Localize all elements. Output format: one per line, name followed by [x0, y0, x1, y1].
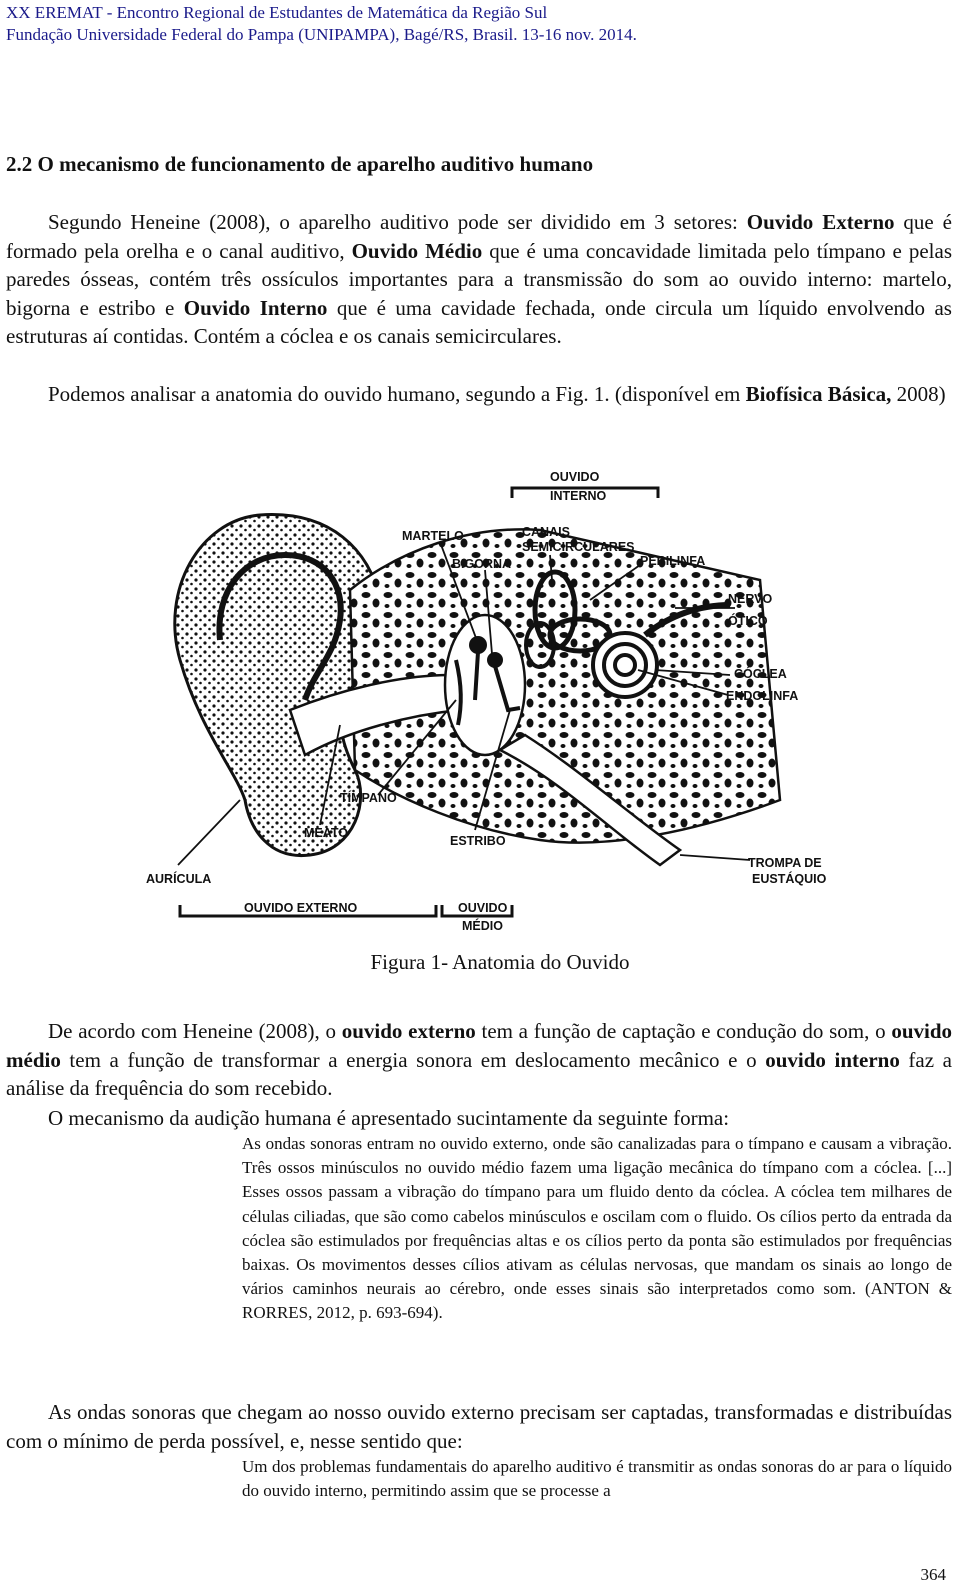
- term-inner-ear: Ouvido Interno: [183, 295, 328, 320]
- paragraph-ear-sectors: [6, 208, 952, 351]
- label-estribo: ESTRIBO: [450, 834, 506, 848]
- label-bigorna: BIGORNA: [452, 557, 512, 571]
- label-endolinfa: ENDOLINFA: [726, 689, 799, 703]
- page-number: 364: [920, 1565, 946, 1584]
- label-semicirculares: SEMICIRCULARES: [522, 540, 635, 554]
- label-nervo: NERVO: [728, 592, 773, 606]
- label-eustaquio: EUSTÁQUIO: [752, 872, 827, 886]
- text-run: tem a função de transformar a energia sonora em deslocamento mecânico e o: [60, 1047, 766, 1072]
- label-ouvido-interno: INTERNO: [550, 489, 607, 503]
- label-medio: MÉDIO: [462, 919, 503, 933]
- ear-anatomy-figure: [140, 470, 860, 945]
- paragraph-ear-functions: [6, 1017, 952, 1103]
- paragraph-mechanism-intro: O mecanismo da audição humana é apresentado sucintamente da seguinte forma:: [48, 1106, 730, 1130]
- text-run: faz a análise da frequência do som recebido.: [6, 1047, 953, 1101]
- text-run: 2008): [891, 382, 946, 406]
- middle-ear-cavity: [445, 615, 525, 755]
- label-ouvido-interno: OUVIDO: [550, 470, 600, 484]
- label-martelo: MARTELO: [402, 529, 464, 543]
- text-run: De acordo com Heneine (2008), o: [48, 1019, 342, 1043]
- term-outer-ear: ouvido externo: [341, 1019, 476, 1043]
- term-outer-ear: Ouvido Externo: [746, 210, 895, 234]
- term-inner-ear: ouvido interno: [765, 1047, 900, 1072]
- section-heading: 2.2 O mecanismo de funcionamento de aparelho auditivo humano: [6, 152, 594, 176]
- label-perilinfa: PERILINFA: [640, 554, 706, 568]
- label-canais: CANAIS: [522, 525, 570, 539]
- paragraph-figure-reference: [6, 380, 952, 409]
- text-run: tem a função de captação e condução do som, o: [475, 1019, 892, 1043]
- text-run: que é uma cavidade fechada, onde circula um líquido envolvendo as estruturas aí contidas. Contém a cóclea e os canais semicirculares.: [6, 295, 952, 349]
- block-quote-fundamental-problem: Um dos problemas fundamentais do aparelho auditivo é transmitir as ondas sonoras do ar para o líquido do ouvido interno, permitindo assim que se processe a: [242, 1457, 952, 1501]
- text-run: Segundo Heneine (2008), o aparelho auditivo pode ser dividido em 3 setores:: [48, 210, 747, 234]
- term-middle-ear: Ouvido Médio: [351, 238, 483, 263]
- label-auricula: AURÍCULA: [146, 872, 212, 886]
- header-line-1: XX EREMAT - Encontro Regional de Estudantes de Matemática da Região Sul: [6, 3, 548, 22]
- label-ouvido-externo: OUVIDO EXTERNO: [244, 901, 358, 915]
- label-otico: ÓTICO: [728, 614, 768, 628]
- label-timpano: TÍMPANO: [340, 791, 397, 805]
- term-middle-ear: ouvido médio: [6, 1019, 953, 1072]
- cochlea: [593, 633, 657, 697]
- label-coclea: CÓCLEA: [734, 667, 787, 681]
- text-run: que é formado pela orelha e o canal auditivo,: [6, 210, 952, 263]
- header-line-2: Fundação Universidade Federal do Pampa (UNIPAMPA), Bagé/RS, Brasil. 13-16 nov. 2014.: [6, 25, 637, 44]
- text-run: Podemos analisar a anatomia do ouvido humano, segundo a Fig. 1. (disponível em: [48, 382, 746, 406]
- label-meato: MEATO: [304, 826, 348, 840]
- figure-caption: Figura 1- Anatomia do Ouvido: [370, 950, 630, 974]
- label-trompa: TROMPA DE: [748, 856, 822, 870]
- paragraph-sound-waves: As ondas sonoras que chegam ao nosso ouvido externo precisam ser captadas, transformadas e distribuídas com o mínimo de perda possível, e, nesse sentido que:: [6, 1400, 952, 1453]
- conference-header: [6, 2, 637, 46]
- text-run: que é uma concavidade limitada pelo tímpano e pelas paredes ósseas, contém três ossículos importantes para a transmissão do som ao ouvido interno: martelo, bigorna e estribo e: [6, 238, 952, 320]
- label-ouvido-medio: OUVIDO: [458, 901, 508, 915]
- block-quote-anton-rorres: As ondas sonoras entram no ouvido externo, onde são canalizadas para o tímpano e causam a vibração. Três ossos minúsculos no ouvido médio fazem uma ligação mecânica do tímpano com a cóclea. [...] Esses ossos passam a vibração do tímpano para um fluido dento da cóclea. A cóclea tem milhares de células ciliadas, que são como cabelos minúsculos e oscilam com o fluido. Os cílios perto da entrada da cóclea são estimulados por frequências altas e os cílios perto da ponta são estimulados por frequências baixas. Os movimentos desses cílios ativam as células nervosas, que mandam os sinais ao longo de vários caminhos neurais ao cérebro, onde esses sinais são interpretados como som. (ANTON & RORRES, 2012, p. 693-694).: [242, 1134, 952, 1323]
- ear-anatomy-illustration: [140, 470, 860, 945]
- term-source-book: Biofísica Básica,: [745, 382, 892, 406]
